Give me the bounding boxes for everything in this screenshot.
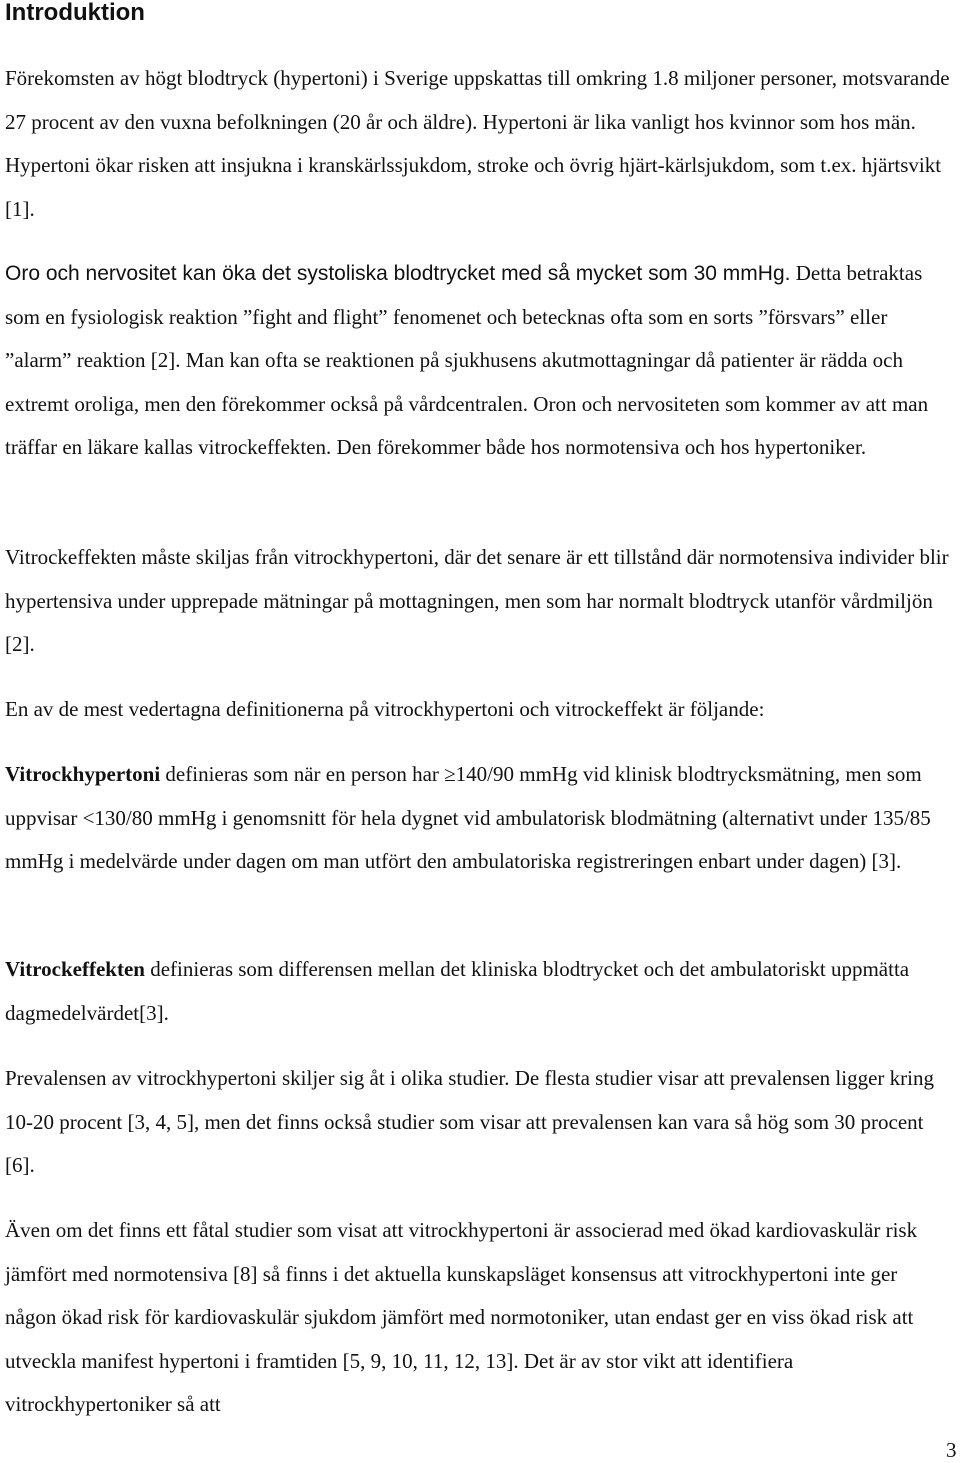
definition-white-coat-effect xyxy=(5,948,950,1035)
definition-text: definieras som differensen mellan det kliniska blodtrycket och det ambulatoriskt uppmätta dagmedelvärdet[3]. xyxy=(5,957,910,1025)
paragraph-distinction: Vitrockeffekten måste skiljas från vitrockhypertoni, där det senare är ett tillstånd där normotensiva individer blir hypertensiva under upprepade mätningar på mottagningen, men som har normalt blodtryck utanför vårdmiljön [2]. xyxy=(5,545,949,656)
paragraph-anxiety xyxy=(5,252,950,470)
paragraph-anxiety-rest: Detta betraktas som en fysiologisk reaktion ”fight and flight” fenomenet och betecknas ofta som en sorts ”försvars” eller ”alarm” reaktion [2]. Man kan ofta se reaktionen på sjukhusens akutmottagningar då patienter är rädda och extremt oroliga, men den förekommer också på vårdcentralen. Oron och nervositeten som kommer av att man träffar en läkare kallas vitrockeffekten. Den förekommer både hos normotensiva och hos hypertoniker. xyxy=(5,261,929,459)
definition-white-coat-hypertension xyxy=(5,753,950,884)
paragraph-study-prevalence: Prevalensen av vitrockhypertoni skiljer sig åt i olika studier. De flesta studier visar att prevalensen ligger kring 10-20 procent [3, 4, 5], men det finns också studier som visar att prevalensen kan vara så hög som 30 procent [6]. xyxy=(5,1066,934,1177)
paragraph-anxiety-lead: Oro och nervositet kan öka det systoliska blodtrycket med så mycket som 30 mmHg. xyxy=(5,262,791,285)
paragraph-prevalence: Förekomsten av högt blodtryck (hypertoni) i Sverige uppskattas till omkring 1.8 miljoner personer, motsvarande 27 procent av den vuxna befolkningen (20 år och äldre). Hypertoni är lika vanligt hos kvinnor som hos män. Hypertoni ökar risken att insjukna i kranskärlssjukdom, stroke och övrig hjärt-kärlsjukdom, som t.ex. hjärtsvikt [1]. xyxy=(5,66,950,221)
paragraph-definitions-intro: En av de mest vedertagna definitionerna på vitrockhypertoni och vitrockeffekt är följande: xyxy=(5,697,765,721)
definition-term: Vitrockeffekten xyxy=(5,957,145,981)
definition-term: Vitrockhypertoni xyxy=(5,762,161,786)
page-number: 3 xyxy=(946,1438,957,1462)
definition-text: definieras som när en person har ≥140/90 mmHg vid klinisk blodtrycksmätning, men som uppvisar <130/80 mmHg i genomsnitt för hela dygnet vid ambulatorisk blodmätning (alternativt under 135/85 mmHg i medelvärde under dagen om man utfört den ambulatoriska registreringen enbart under dagen) [3]. xyxy=(5,762,931,873)
paragraph-risk: Även om det finns ett fåtal studier som visat att vitrockhypertoni är associerad med ökad kardiovaskulär risk jämfört med normotensiva [8] så finns i det aktuella kunskapsläget konsensus att vitrockhypertoni inte ger någon ökad risk för kardiovaskulär sjukdom jämfört med normotoniker, utan endast ger en viss ökad risk att utveckla manifest hypertoni i framtiden [5, 9, 10, 11, 12, 13]. Det är av stor vikt att identifiera vitrockhypertoniker så att xyxy=(5,1218,918,1416)
section-heading: Introduktion xyxy=(5,0,145,26)
